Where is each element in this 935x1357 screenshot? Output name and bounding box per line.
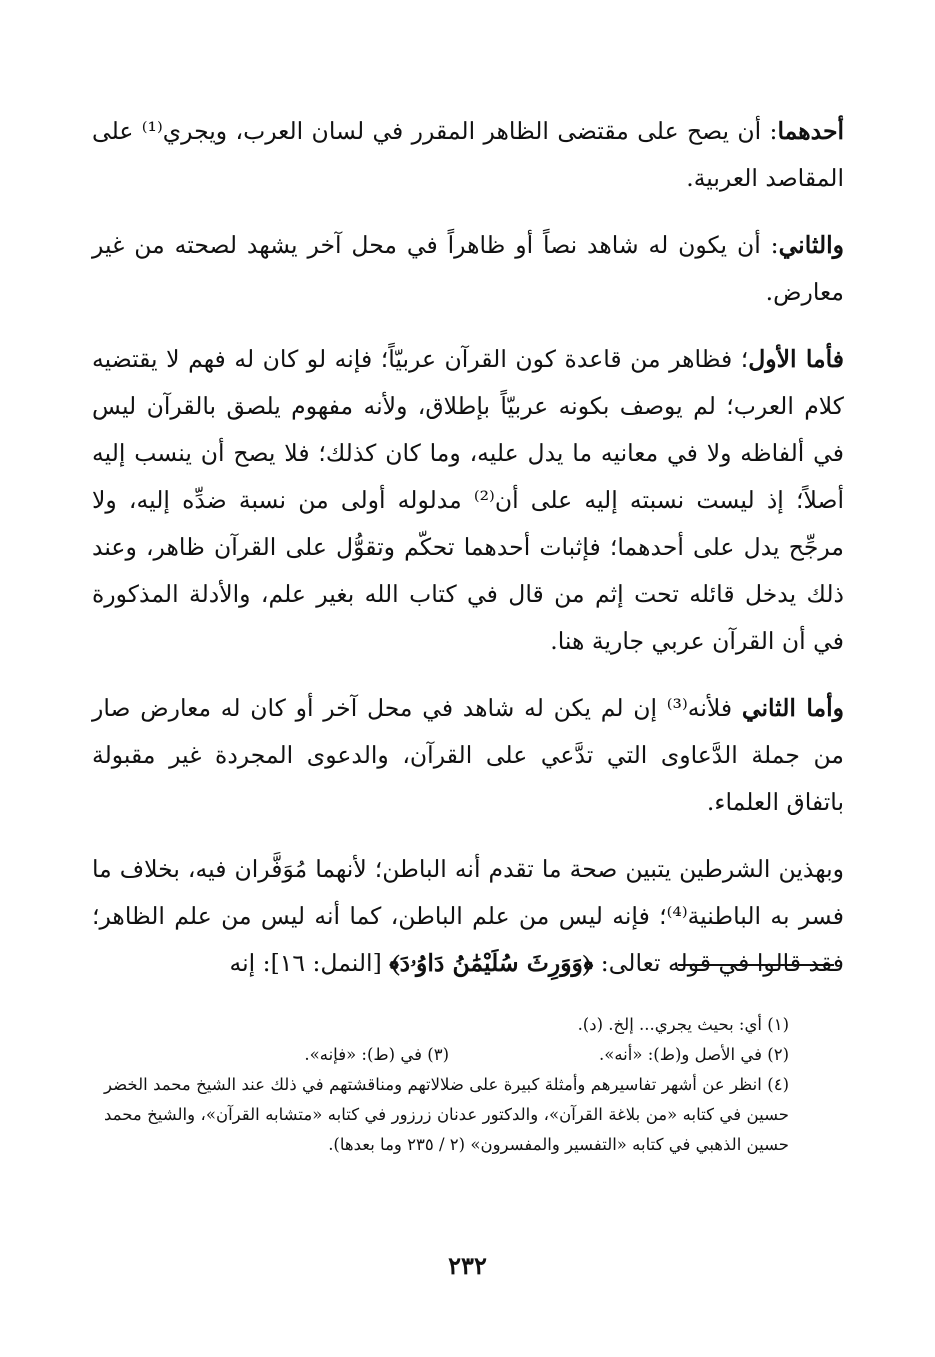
paragraph-3-text: ؛ فظاهر من قاعدة كون القرآن عربيّاً؛ فإنه لو كان له فهم لا يقتضيه كلام العرب؛ لم يوصف بكونه عربيّاً بإطلاق، ولأنه مفهوم يلصق بالقرآن ليس في ألفاظه ولا في معانيه ما يدل عليه، وما كان كذلك؛ فلا يصح أن ينسب إليه أصلاً؛ إذ ليست نسبته إليه على أن⁽²⁾ مدلوله أولى من نسبة ضدِّه إليه، ولا مرجِّح يدل على أحدهما؛ فإثبات أحدهما تحكّم وتقوُّل على القرآن ظاهر، وعند ذلك يدخل قائله تحت إثم من قال في كتاب الله بغير علم، والأدلة المذكورة في أن القرآن عربي جارية هنا. [92, 345, 844, 655]
paragraph-5-tail: [النمل: ١٦]: إنه [229, 949, 390, 977]
paragraph-3-lead: فأما الأول [748, 345, 844, 373]
paragraph-1 [92, 108, 844, 202]
paragraph-4-text: فلأنه⁽³⁾ إن لم يكن له شاهد في محل آخر أو كان له معارض صار من جملة الدَّعاوى التي تدَّعي على القرآن، والدعوى المجردة غير مقبولة باتفاق العلماء. [92, 694, 844, 816]
footnote-4: (٤) انظر عن أشهر تفاسيرهم وأمثلة كبيرة على ضلالاتهم ومناقشتهم في ذلك عند الشيخ محمد الخضر حسين في كتابه «من بلاغة القرآن»، والدكتور عدنان زرزور في كتابه «متشابه القرآن»، والشيخ محمد حسين الذهبي في كتابه «التفسير والمفسرون» (٢ / ٢٣٥ وما بعدها). [104, 1075, 789, 1154]
paragraph-4 [92, 685, 844, 826]
footnote-1: (١) أي: بحيث يجري... إلخ. (د). [577, 1015, 789, 1034]
paragraph-5-text: وبهذين الشرطين يتبين صحة ما تقدم أنه الباطن؛ لأنهما مُوَفَّران فيه، بخلاف ما فسر به الباطنية⁽⁴⁾؛ فإنه ليس من علم الباطن، كما أنه ليس من علم الظاهر؛ فقد قالوا في قوله تعالى: [92, 855, 844, 977]
paragraph-1-lead: أحدهما [777, 117, 844, 145]
footnote-separator [678, 964, 834, 966]
paragraph-4-lead: وأما الثاني [741, 694, 845, 722]
quran-verse: ﴿وَوَرِثَ سُلَيْمَٰنُ دَاوُۥدَ﴾ [389, 949, 594, 977]
page-number: ٢٣٢ [448, 1251, 487, 1280]
paragraph-2-lead: والثاني [778, 231, 844, 259]
footnote-2: (٢) في الأصل و(ط): «أنه». [599, 1045, 789, 1064]
footnote-3: (٣) في (ط): «فإنه». [304, 1045, 449, 1064]
paragraph-1-text: : أن يصح على مقتضى الظاهر المقرر في لسان العرب، ويجري⁽¹⁾ على المقاصد العربية. [92, 117, 844, 192]
paragraph-2-text: : أن يكون له شاهد نصاً أو ظاهراً في محل آخر يشهد لصحته من غير معارض. [92, 231, 844, 306]
footnotes [104, 1010, 834, 1160]
main-text [92, 108, 844, 1007]
paragraph-2 [92, 222, 844, 316]
paragraph-3 [92, 336, 844, 665]
footnote-row-2-3 [104, 1040, 834, 1070]
